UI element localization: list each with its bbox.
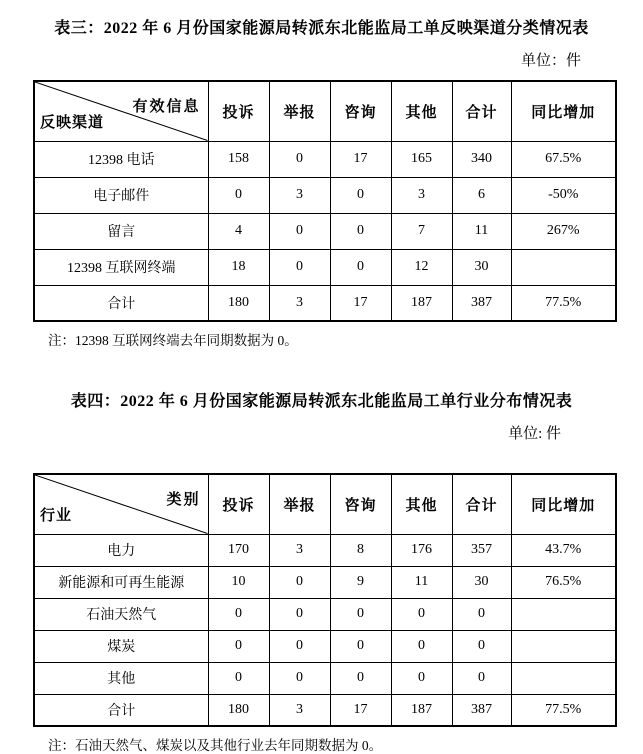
column-header-tousu: 投诉 xyxy=(208,474,269,534)
data-cell: 165 xyxy=(391,141,452,177)
data-cell xyxy=(511,249,616,285)
table3-corner-top-label: 有效信息 xyxy=(132,99,201,115)
row-label-cell: 合计 xyxy=(34,694,208,726)
data-cell: 0 xyxy=(269,141,330,177)
data-cell: 17 xyxy=(330,285,391,321)
table4-corner-top-label: 类别 xyxy=(166,492,201,508)
table3-title: 表三：2022 年 6 月份国家能源局转派东北能监局工单反映渠道分类情况表 xyxy=(54,20,589,37)
row-label-cell: 其他 xyxy=(34,662,208,694)
data-cell: 0 xyxy=(330,213,391,249)
table4-spacer xyxy=(0,443,643,463)
data-cell: 0 xyxy=(269,566,330,598)
column-header-zixun: 咨询 xyxy=(330,474,391,534)
column-header-qita: 其他 xyxy=(391,474,452,534)
data-cell: 0 xyxy=(208,598,269,630)
data-cell: 387 xyxy=(452,694,511,726)
data-cell: 0 xyxy=(269,662,330,694)
data-cell: 7 xyxy=(391,213,452,249)
table-row xyxy=(34,213,616,249)
row-label-cell: 合计 xyxy=(34,285,208,321)
column-header-tongbi: 同比增加 xyxy=(511,81,616,141)
data-cell: 3 xyxy=(269,177,330,213)
data-cell: 0 xyxy=(269,213,330,249)
data-cell: 0 xyxy=(391,598,452,630)
data-cell: 0 xyxy=(330,598,391,630)
data-cell: 0 xyxy=(391,630,452,662)
data-cell xyxy=(511,662,616,694)
row-label-cell: 12398 互联网终端 xyxy=(34,249,208,285)
data-cell: 3 xyxy=(269,534,330,566)
data-cell: 77.5% xyxy=(511,285,616,321)
data-cell: 176 xyxy=(391,534,452,566)
table-row xyxy=(34,141,616,177)
data-cell: 11 xyxy=(391,566,452,598)
table-total-row xyxy=(34,694,616,726)
table4-industry-distribution-table xyxy=(33,473,617,727)
table-row xyxy=(34,534,616,566)
data-cell: 0 xyxy=(208,662,269,694)
data-cell: 0 xyxy=(330,177,391,213)
data-cell: 9 xyxy=(330,566,391,598)
table-row xyxy=(34,566,616,598)
data-cell: 67.5% xyxy=(511,141,616,177)
data-cell: 0 xyxy=(269,630,330,662)
table3-corner-bottom-label: 反映渠道 xyxy=(40,114,105,131)
column-header-heji: 合计 xyxy=(452,474,511,534)
table3-channel-classification-table xyxy=(33,80,617,322)
data-cell: 0 xyxy=(330,630,391,662)
data-cell: 10 xyxy=(208,566,269,598)
data-cell: 12 xyxy=(391,249,452,285)
data-cell: 17 xyxy=(330,694,391,726)
row-label-cell: 12398 电话 xyxy=(34,141,208,177)
table4-note: 注：石油天然气、煤炭以及其他行业去年同期数据为 0。 xyxy=(48,738,383,753)
data-cell: 0 xyxy=(269,249,330,285)
row-label-cell: 留言 xyxy=(34,213,208,249)
table4-corner-cell xyxy=(34,474,208,534)
column-header-tousu: 投诉 xyxy=(208,81,269,141)
column-header-tongbi: 同比增加 xyxy=(511,474,616,534)
table-row xyxy=(34,662,616,694)
data-cell: 3 xyxy=(269,285,330,321)
data-cell: 3 xyxy=(269,694,330,726)
data-cell: 30 xyxy=(452,566,511,598)
table4-header-row xyxy=(34,474,616,534)
data-cell: 180 xyxy=(208,694,269,726)
data-cell: 180 xyxy=(208,285,269,321)
column-header-heji: 合计 xyxy=(452,81,511,141)
table-row xyxy=(34,630,616,662)
data-cell: 0 xyxy=(208,177,269,213)
data-cell: 0 xyxy=(208,630,269,662)
data-cell: 357 xyxy=(452,534,511,566)
data-cell: 17 xyxy=(330,141,391,177)
data-cell: 0 xyxy=(330,249,391,285)
row-label-cell: 电力 xyxy=(34,534,208,566)
data-cell: 187 xyxy=(391,285,452,321)
data-cell: 8 xyxy=(330,534,391,566)
data-cell: 11 xyxy=(452,213,511,249)
data-cell: 0 xyxy=(330,662,391,694)
row-label-cell: 煤炭 xyxy=(34,630,208,662)
table4-unit-label: 单位: 件 xyxy=(508,426,561,442)
table3-unit-label: 单位：件 xyxy=(520,53,581,69)
table3-header-row xyxy=(34,81,616,141)
section-spacer xyxy=(0,349,643,373)
table3-corner-cell xyxy=(34,81,208,141)
data-cell: 158 xyxy=(208,141,269,177)
column-header-jubao: 举报 xyxy=(269,81,330,141)
table3-note: 注：12398 互联网终端去年同期数据为 0。 xyxy=(48,333,298,348)
table4-corner-bottom-label: 行业 xyxy=(40,507,73,524)
data-cell: -50% xyxy=(511,177,616,213)
data-cell: 30 xyxy=(452,249,511,285)
table-row xyxy=(34,177,616,213)
data-cell: 170 xyxy=(208,534,269,566)
data-cell: 4 xyxy=(208,213,269,249)
row-label-cell: 新能源和可再生能源 xyxy=(34,566,208,598)
table4-title: 表四：2022 年 6 月份国家能源局转派东北能监局工单行业分布情况表 xyxy=(70,393,573,410)
data-cell: 387 xyxy=(452,285,511,321)
data-cell: 43.7% xyxy=(511,534,616,566)
data-cell: 3 xyxy=(391,177,452,213)
column-header-jubao: 举报 xyxy=(269,474,330,534)
data-cell: 187 xyxy=(391,694,452,726)
data-cell: 267% xyxy=(511,213,616,249)
data-cell: 0 xyxy=(391,662,452,694)
data-cell: 340 xyxy=(452,141,511,177)
data-cell: 0 xyxy=(452,598,511,630)
column-header-qita: 其他 xyxy=(391,81,452,141)
data-cell xyxy=(511,630,616,662)
data-cell: 6 xyxy=(452,177,511,213)
table-row xyxy=(34,249,616,285)
data-cell: 18 xyxy=(208,249,269,285)
data-cell: 76.5% xyxy=(511,566,616,598)
data-cell: 0 xyxy=(452,630,511,662)
row-label-cell: 石油天然气 xyxy=(34,598,208,630)
data-cell: 0 xyxy=(452,662,511,694)
table-total-row xyxy=(34,285,616,321)
table-row xyxy=(34,598,616,630)
column-header-zixun: 咨询 xyxy=(330,81,391,141)
data-cell xyxy=(511,598,616,630)
data-cell: 77.5% xyxy=(511,694,616,726)
row-label-cell: 电子邮件 xyxy=(34,177,208,213)
data-cell: 0 xyxy=(269,598,330,630)
